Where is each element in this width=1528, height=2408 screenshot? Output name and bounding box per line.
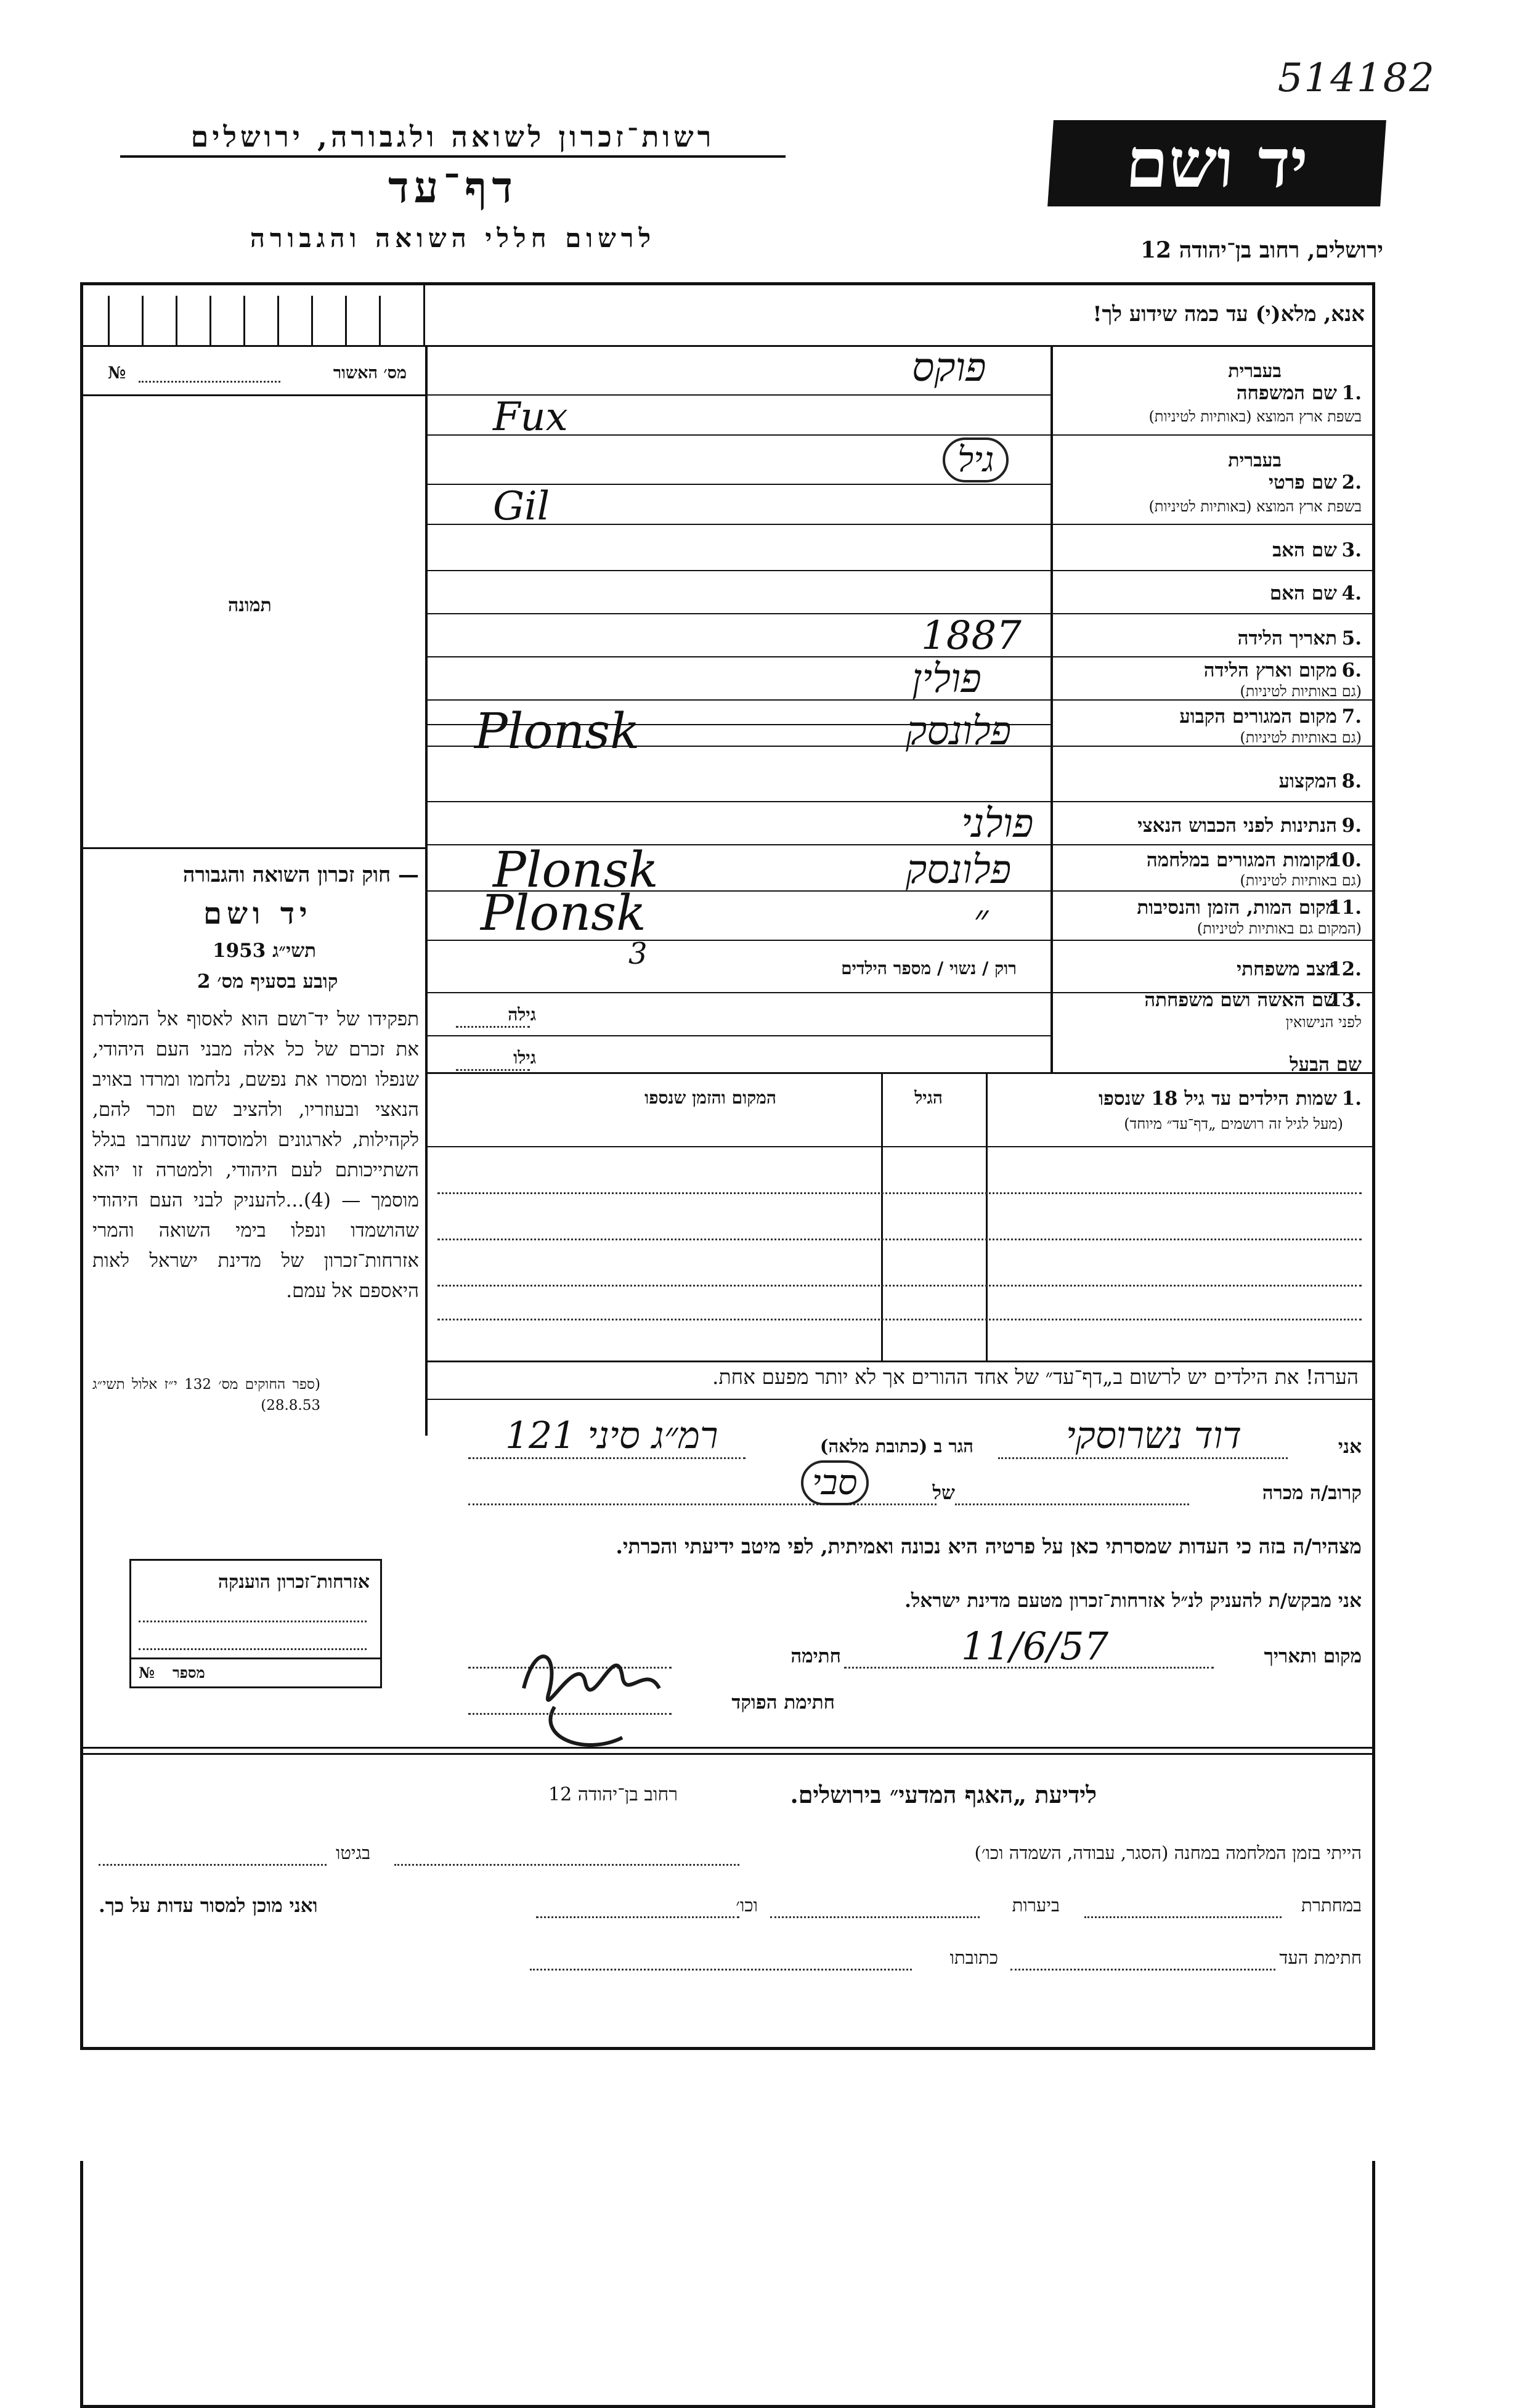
remark: הערה! את הילדים יש לרשום ב„דף־עד״ של אחד ההורים אך לא יותר מפעם אחת.: [712, 1365, 1359, 1389]
children-age-col: הגיל: [914, 1088, 943, 1108]
field-2-num: 2.: [1341, 471, 1362, 494]
field-6-value[interactable]: פולין: [912, 656, 981, 702]
field-2-value-latin[interactable]: Gil: [493, 484, 550, 529]
field-10-value-latin[interactable]: Plonsk: [493, 841, 659, 898]
field-7-value-he[interactable]: פלונסק: [906, 709, 1012, 754]
field-11-label: מקום המות, הזמן והנסיבות: [1137, 897, 1337, 919]
field-7-sub: (גם באותיות לטיניות): [1240, 729, 1362, 746]
field-8-label: המקצוע: [1278, 770, 1337, 792]
field-1-num: 1.: [1341, 382, 1362, 404]
form-title: דף־עד: [388, 161, 518, 213]
authority-underline: [120, 155, 786, 158]
resides-label: הגר ב (כתובת מלאה): [819, 1436, 973, 1457]
numbering-boxes: [83, 285, 425, 347]
field-5-value[interactable]: 1887: [921, 613, 1022, 659]
field-9-value[interactable]: פולני: [961, 801, 1034, 847]
field-7-num: 7.: [1341, 706, 1362, 728]
etc-label: וכו׳: [736, 1895, 758, 1916]
field-2-value-he[interactable]: גיל: [943, 437, 1009, 482]
field-3-label: שם האב: [1272, 539, 1337, 561]
law-year: תשי״ג 1953: [213, 940, 317, 962]
field-2-lang: בעברית: [1228, 450, 1282, 471]
archive-address: רחוב בן־יהודה 12: [548, 1784, 678, 1805]
approval-label: מס׳ האשור: [333, 364, 407, 383]
field-3-num: 3.: [1341, 539, 1362, 561]
law-clause: קובע בסעיף מס׳ 2: [197, 970, 338, 993]
citizenship-no-sign: №: [139, 1664, 155, 1682]
field-13-age-label: גילה: [508, 1004, 536, 1025]
law-source: (ספר החוקים מס׳ 132 י״ז אלול תשי״ג 28.8.53): [92, 1377, 320, 1413]
field-1-lang: בעברית: [1228, 360, 1282, 382]
field-1-label: שם המשפחה: [1236, 382, 1337, 404]
label-column-divider: [1050, 345, 1053, 1072]
field-13-label: שם האשה ושם משפחתה: [1144, 989, 1337, 1011]
field-6-num: 6.: [1341, 659, 1362, 681]
request: אני מבקש/ת להעניק לנ״ל אזרחות־זכרון מטעם מדינת ישראל.: [904, 1590, 1362, 1612]
field-12-options: רוק / נשוי / מספר הילדים: [841, 958, 1017, 978]
intro-instruction: אנא, מלא(י) עד כמה שידוע לך!: [1092, 302, 1365, 327]
field-8-num: 8.: [1341, 770, 1362, 792]
field-12-label: מצב משפחתי: [1237, 958, 1337, 980]
field-13-num: 13.: [1328, 989, 1362, 1011]
field-5-num: 5.: [1341, 627, 1362, 649]
signature-label: חתימה: [790, 1645, 841, 1667]
children-place-col: המקום והזמן שנספו: [644, 1088, 776, 1108]
field-12-num: 12.: [1328, 958, 1362, 980]
field-10-num: 10.: [1328, 849, 1362, 871]
declarant-i-label: אני: [1338, 1436, 1362, 1458]
field-11-sub: (המקום גם באותיות לטיניות): [1197, 920, 1362, 937]
field-7-label: מקום המגורים הקבוע: [1179, 706, 1337, 728]
date-value[interactable]: 11/6/57: [961, 1624, 1109, 1669]
form-subtitle: לרשום חללי השואה והגבורה: [250, 223, 656, 253]
yad-vashem-logo: יד ושם: [1047, 120, 1386, 206]
field-2-sub: בשפת ארץ המוצא (באותיות לטיניות): [1148, 498, 1362, 515]
field-10-label: מקומות המגורים במלחמה: [1146, 849, 1337, 871]
field-11-num: 11.: [1328, 897, 1362, 919]
sheet-number: 514182: [1277, 55, 1436, 101]
field-1-value-latin[interactable]: Fux: [493, 394, 568, 440]
officer-signature-label: חתימת הפוקד: [731, 1691, 835, 1714]
law-name: יד ושם: [203, 897, 312, 931]
field-9-num: 9.: [1341, 815, 1362, 837]
photo-label: תמונה: [228, 595, 272, 616]
children-heading: שמות הילדים עד גיל 18 שנספו: [1099, 1088, 1337, 1110]
children-num: 1.: [1341, 1088, 1362, 1110]
field-2-label: שם פרטי: [1268, 471, 1337, 494]
field-1-sub: בשפת ארץ המוצא (באותיות לטיניות): [1148, 408, 1362, 425]
authority-name: רשות־זכרון לשואה ולגבורה, ירושלים: [190, 120, 715, 153]
forests-label: ביערות: [1012, 1895, 1060, 1916]
field-7-value-latin[interactable]: Plonsk: [474, 702, 640, 760]
law-text: תפקידו של יד־ושם הוא לאסוף אל המולדת את זכרם של כל אלה מבני העם היהודי, שנפלו ומסרו את נפשם, נלחמו ומרדו באויב הנאצי ובעוזריו, ולהציב שם וזכר להם, לקהילות, לארגונים ולמוסדות שנחרבו בגלל השתייכותם לעם היהודי, ולמטרה זו יהא מוסמך — (4)...להעניק לבני העם היהודי שהושמדו ונפלו בימי השואה והמרי אזרחות־זכרון של מדינת ישראל לאות היאספם אל עמם.: [92, 1008, 419, 1302]
field-12-value[interactable]: 3: [628, 937, 648, 971]
statement: מצהיר/ה בזה כי העדות שמסרתי כאן על פרטיה היא נכונה ואמיתית, לפי מיטב ידיעתי והכרתי.: [616, 1534, 1362, 1558]
children-sub: (מעל לגיל זה רושמים „דף־עד״ מיוחד): [1124, 1115, 1343, 1133]
field-10-sub: (גם באותיות לטיניות): [1240, 872, 1362, 889]
field-1-value-he[interactable]: פוקס: [912, 345, 986, 391]
field-6-sub: (גם באותיות לטיניות): [1240, 683, 1362, 700]
place-date-label: מקום ותאריך: [1264, 1645, 1362, 1667]
field-4-label: שם האם: [1269, 582, 1337, 604]
ghetto-label: בגיטו: [336, 1842, 371, 1863]
field-9-label: הנתינות לפני הכבוש הנאצי: [1137, 815, 1337, 837]
field-11-value-he[interactable]: ״: [973, 897, 989, 942]
relation-label: קרוב/ה מכרה: [1262, 1482, 1362, 1504]
underground-label: במחתרת: [1301, 1895, 1362, 1916]
law-heading: — חוק זכרון השואה והגבורה: [182, 863, 419, 887]
of-label: של: [932, 1482, 955, 1504]
citizenship-number-label: מספר: [173, 1664, 205, 1682]
citizenship-title: אזרחות־זכרון הוענקה: [217, 1571, 370, 1593]
camp-line: הייתי בזמן המלחמה במחנה (הסגר, עבודה, השמדה וכו׳): [974, 1842, 1362, 1863]
field-10-value-he[interactable]: פלונסק: [906, 847, 1012, 893]
archive-heading: לידיעת „האגף המדעי״ בירושלים.: [790, 1781, 1097, 1808]
declarant-address[interactable]: רמ״ג סיני 121: [505, 1414, 718, 1457]
willing-label: ואני מוכן למסור עדות על כך.: [99, 1895, 318, 1917]
declarant-name[interactable]: דוד נשרוסקי: [1066, 1414, 1242, 1457]
field-11-value-latin[interactable]: Plonsk: [481, 884, 646, 942]
address-label: כתובתו: [949, 1947, 998, 1968]
witness-sig-label: חתימת העד: [1279, 1947, 1362, 1968]
field-13-sub: לפני הנישואין: [1285, 1014, 1362, 1031]
field-6-label: מקום וארץ הלידה: [1203, 659, 1337, 681]
institution-address: ירושלים, רחוב בן־יהודה 12: [1140, 237, 1383, 263]
field-5-label: תאריך הלידה: [1237, 627, 1337, 649]
relation-value[interactable]: סבי: [801, 1460, 869, 1505]
signature-scrawl: [511, 1614, 672, 1762]
husband-label: שם הבעל: [1290, 1054, 1362, 1076]
field-4-num: 4.: [1341, 582, 1362, 604]
husband-age-label: גילו: [513, 1047, 536, 1068]
approval-no-sign: №: [108, 364, 126, 383]
